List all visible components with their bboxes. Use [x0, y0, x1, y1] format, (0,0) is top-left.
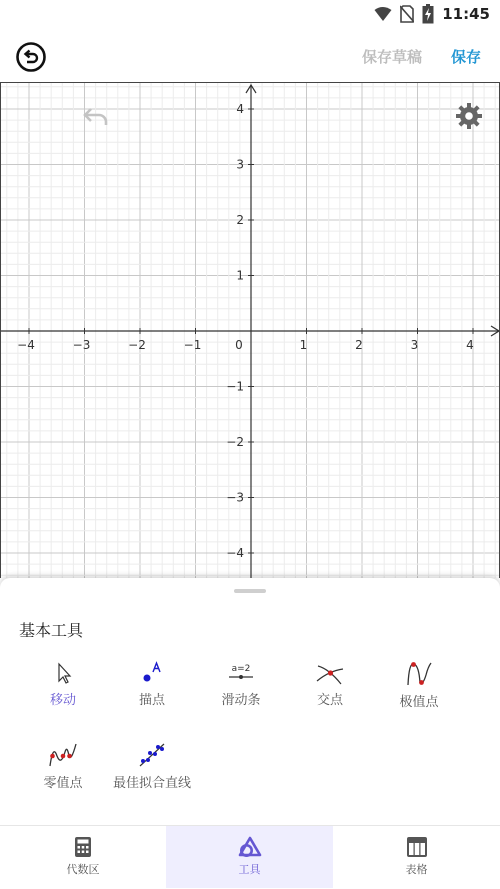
wifi-icon: [374, 6, 392, 22]
save-button[interactable]: 保存: [451, 48, 482, 66]
best-fit-line-icon: [137, 742, 167, 768]
undo-icon: [81, 105, 111, 129]
x-tick-label: −3: [72, 338, 91, 352]
table-icon: [406, 836, 428, 858]
undo-button[interactable]: [81, 105, 111, 129]
x-tick-label: 4: [466, 338, 474, 352]
tools-section-title: 基本工具: [19, 621, 84, 640]
y-tick-label: 1: [236, 268, 244, 283]
y-tick-label: 2: [236, 213, 244, 227]
app-bar: [0, 28, 500, 82]
gear-icon: [455, 102, 483, 130]
undo-circle-icon: [14, 40, 48, 74]
undo-circle-button[interactable]: [14, 40, 48, 74]
x-tick-label: 1: [299, 338, 308, 352]
move-arrow-icon: [51, 661, 75, 685]
tool-label: 极值点: [399, 695, 439, 710]
bottom-navigation: [0, 825, 500, 889]
nav-label: 代数区: [66, 863, 100, 876]
x-tick-label: −4: [17, 338, 35, 352]
tool-roots[interactable]: [19, 742, 107, 791]
tool-best-fit-line[interactable]: [108, 742, 196, 791]
status-bar: [0, 0, 500, 28]
y-tick-label: −4: [226, 546, 244, 560]
x-tick-label: 3: [410, 338, 419, 352]
drag-handle[interactable]: [234, 589, 266, 593]
roots-icon: [47, 742, 79, 768]
y-tick-label: 3: [236, 157, 244, 172]
tool-label: 最佳拟合直线: [112, 776, 191, 791]
tool-point[interactable]: [108, 661, 196, 708]
nav-table[interactable]: [333, 826, 500, 888]
calculator-icon: [74, 836, 92, 858]
x-tick-label: −2: [128, 338, 146, 352]
settings-button[interactable]: [455, 102, 483, 130]
intersect-icon: [315, 661, 345, 685]
y-tick-label: 4: [236, 102, 244, 116]
nav-label: 表格: [405, 863, 428, 876]
tool-slider[interactable]: [197, 661, 285, 708]
x-tick-label: 2: [355, 338, 363, 352]
status-time: 11:45: [442, 5, 490, 23]
y-tick-label: −1: [226, 379, 244, 394]
tool-label: 描点: [138, 693, 165, 708]
save-draft-button[interactable]: 保存草稿: [362, 48, 423, 66]
battery-charging-icon: [422, 4, 434, 24]
slider-icon: [226, 661, 256, 685]
nav-algebra[interactable]: [0, 826, 166, 888]
tool-label: 滑动条: [221, 693, 261, 708]
extremum-icon: [404, 661, 434, 687]
y-tick-label: −2: [226, 435, 244, 449]
y-tick-label: −3: [226, 490, 244, 505]
slider-caption: a=2: [231, 664, 251, 674]
tools-icon: [238, 836, 262, 858]
point-icon: [138, 661, 166, 685]
tool-extremum[interactable]: [375, 661, 463, 710]
x-tick-label: 0: [235, 338, 243, 352]
tool-move[interactable]: [19, 661, 107, 708]
no-sim-icon: [400, 5, 414, 23]
tool-label: 移动: [49, 693, 76, 708]
graph-canvas[interactable]: [1, 83, 500, 578]
status-icons: [374, 4, 490, 24]
x-tick-label: −1: [183, 338, 202, 352]
graphics-view[interactable]: [0, 82, 500, 578]
tool-label: 零值点: [43, 776, 83, 791]
nav-label: 工具: [238, 863, 261, 876]
tool-intersect[interactable]: [286, 661, 374, 708]
nav-tools[interactable]: [166, 826, 333, 888]
tool-label: 交点: [316, 693, 343, 708]
tools-panel: [0, 578, 500, 826]
